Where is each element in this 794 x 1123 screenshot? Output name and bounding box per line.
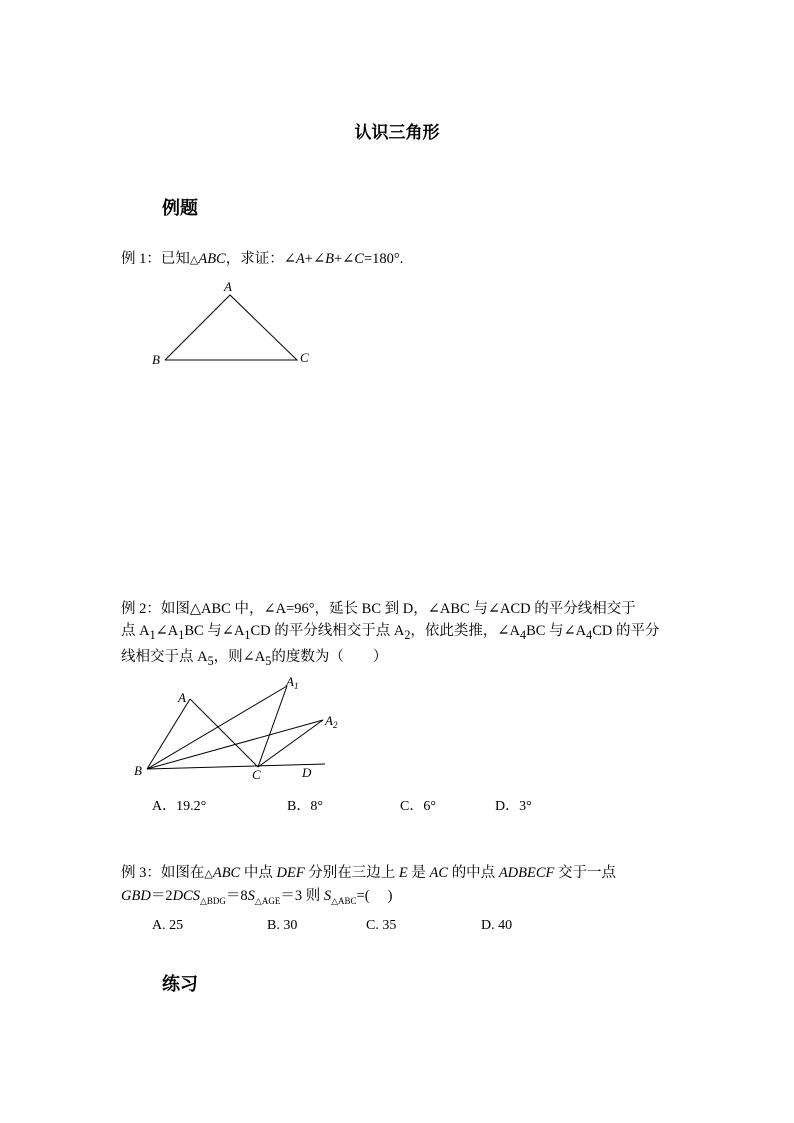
text: ，依此类推，∠A bbox=[410, 623, 521, 639]
triangle-name: ABC bbox=[212, 865, 241, 881]
vertex-label-b: B bbox=[152, 352, 160, 367]
example-3-option-c[interactable]: C. 35 bbox=[366, 918, 397, 933]
text: 已知 bbox=[160, 251, 190, 267]
vertex: C bbox=[354, 251, 364, 267]
segments-adbecf: ADBECF bbox=[498, 865, 555, 881]
text: 例 3：如图在 bbox=[121, 865, 205, 881]
example-3-line-2 bbox=[121, 885, 681, 912]
example-1-triangle-figure bbox=[145, 278, 325, 378]
text: BC 与∠A bbox=[526, 623, 587, 639]
vertex: A bbox=[295, 251, 305, 267]
angle-symbol: ∠ bbox=[283, 251, 296, 267]
example-2-line-1: 例 2：如图△ABC 中，∠A=96°，延长 BC 到 D，∠ABC 与∠ACD 的平分线相交于 bbox=[121, 601, 636, 617]
example-3-statement bbox=[121, 862, 681, 912]
point-label-a1 bbox=[285, 674, 298, 691]
point-label-a: A bbox=[178, 690, 186, 705]
subscript: 1 bbox=[178, 627, 185, 642]
example-2-line-2 bbox=[121, 620, 681, 646]
page-title: 认识三角形 bbox=[354, 123, 440, 143]
subscript: 4 bbox=[586, 627, 593, 642]
text: 的度数为（ ） bbox=[271, 648, 388, 665]
line-ba2 bbox=[147, 720, 323, 769]
angle-symbol: ∠ bbox=[312, 251, 326, 267]
section-heading-examples: 例题 bbox=[162, 198, 198, 219]
example-3-option-a[interactable]: A. 25 bbox=[152, 918, 184, 933]
text: 是 bbox=[407, 865, 430, 881]
text: 的中点 bbox=[448, 865, 499, 881]
plus: + bbox=[333, 251, 343, 267]
subscript: 4 bbox=[520, 627, 527, 642]
text: 分别在三边上 bbox=[304, 865, 399, 881]
text: S bbox=[323, 888, 332, 904]
line-a2c bbox=[258, 720, 323, 767]
point-label-a2 bbox=[324, 713, 338, 730]
subscript: 1 bbox=[244, 627, 251, 642]
line-a1c bbox=[258, 686, 287, 767]
label-text: A bbox=[325, 713, 333, 728]
example-2-statement bbox=[121, 598, 681, 672]
example-2-option-a[interactable]: A．19.2° bbox=[152, 799, 207, 814]
triangle-name: ABC bbox=[198, 251, 226, 267]
line-bd bbox=[147, 764, 325, 769]
example-3-option-d[interactable]: D. 40 bbox=[481, 918, 513, 933]
point-label-d: D bbox=[302, 765, 312, 780]
example-2-option-d[interactable]: D．3° bbox=[495, 799, 532, 814]
text: 线相交于点 A bbox=[121, 648, 208, 665]
example-2-line-3 bbox=[121, 646, 681, 672]
vertex: B bbox=[325, 251, 334, 267]
subscript: △BDG bbox=[199, 895, 226, 906]
vertex-label-c: C bbox=[300, 350, 309, 365]
text: ＝2 bbox=[150, 888, 173, 904]
triangle-symbol: △ bbox=[189, 254, 199, 266]
subscript: 5 bbox=[207, 653, 214, 668]
label-subscript: 1 bbox=[293, 681, 299, 691]
text: CD 的平分线相交于点 A bbox=[250, 623, 405, 639]
text: ∠A bbox=[155, 623, 179, 639]
section-heading-practice: 练习 bbox=[162, 974, 198, 995]
example-2-option-b[interactable]: B．8° bbox=[287, 799, 323, 814]
points-def: DEF bbox=[276, 865, 305, 881]
vertex-label-a: A bbox=[224, 279, 232, 294]
text: CD 的平分 bbox=[592, 623, 660, 639]
segment-ac: AC bbox=[429, 865, 449, 881]
subscript: 5 bbox=[265, 653, 272, 668]
point-label-c: C bbox=[252, 767, 261, 782]
plus: + bbox=[304, 251, 313, 267]
equals-180: =180°. bbox=[363, 251, 404, 267]
label-subscript: 2 bbox=[332, 720, 338, 730]
triangle-abc bbox=[165, 295, 297, 360]
subscript: 2 bbox=[404, 627, 411, 642]
text: 交于一点 bbox=[554, 865, 617, 881]
subscript: △ABC bbox=[331, 895, 357, 906]
text: ＝8 bbox=[225, 888, 248, 904]
label-text: A bbox=[286, 674, 294, 689]
angle-symbol: ∠ bbox=[342, 251, 355, 267]
subscript: 1 bbox=[149, 627, 156, 642]
text: ＝3 则 bbox=[280, 888, 324, 904]
text: =( ) bbox=[356, 888, 393, 904]
example-2-bisector-figure bbox=[130, 672, 360, 784]
example-3-option-b[interactable]: B. 30 bbox=[267, 918, 298, 933]
text: GBD bbox=[121, 888, 151, 904]
text: S bbox=[247, 888, 255, 904]
text: 中点 bbox=[240, 865, 277, 881]
subscript: △AGE bbox=[254, 895, 281, 906]
text: BC 与∠A bbox=[184, 623, 245, 639]
example-3-line-1 bbox=[121, 862, 681, 885]
text: ，则∠A bbox=[213, 648, 266, 665]
text: 点 A bbox=[121, 623, 150, 639]
line-ba1 bbox=[147, 686, 287, 769]
text: DCS bbox=[172, 888, 200, 904]
text: ，求证： bbox=[225, 251, 284, 267]
point-label-b: B bbox=[134, 763, 142, 778]
point-e: E bbox=[398, 865, 408, 881]
example-1-statement bbox=[121, 248, 681, 271]
triangle-symbol: △ bbox=[204, 868, 213, 880]
example-1-label: 例 1： bbox=[121, 251, 161, 267]
example-2-option-c[interactable]: C．6° bbox=[400, 799, 436, 814]
